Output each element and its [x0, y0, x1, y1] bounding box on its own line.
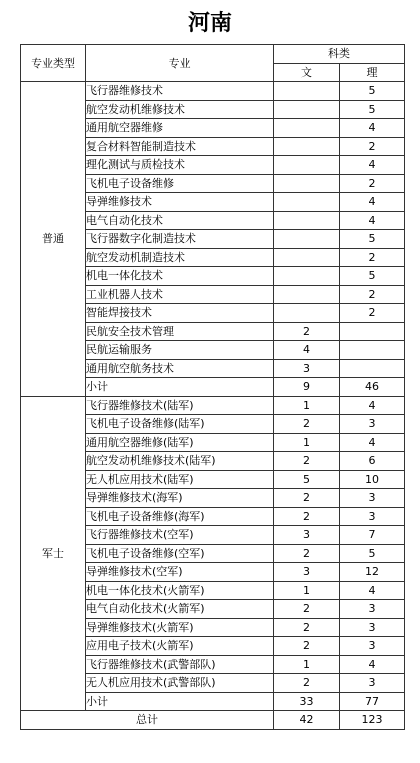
li-count-cell	[340, 359, 405, 378]
major-cell: 飞行器维修技术(空军)	[86, 526, 274, 545]
wen-count-cell	[274, 82, 340, 101]
li-count-cell: 12	[340, 563, 405, 582]
li-count-cell: 3	[340, 415, 405, 434]
total-row	[21, 711, 405, 730]
wen-count-cell	[274, 156, 340, 175]
li-count-cell	[340, 341, 405, 360]
major-cell: 电气自动化技术	[86, 211, 274, 230]
wen-count-cell: 3	[274, 526, 340, 545]
li-count-cell: 2	[340, 137, 405, 156]
li-count-cell: 4	[340, 655, 405, 674]
li-count-cell	[340, 322, 405, 341]
wen-count-cell: 2	[274, 507, 340, 526]
table-row	[21, 82, 405, 101]
wen-count-cell: 2	[274, 322, 340, 341]
wen-count-cell	[274, 285, 340, 304]
li-count-cell: 4	[340, 193, 405, 212]
wen-count-cell	[274, 100, 340, 119]
wen-count-cell	[274, 174, 340, 193]
li-count-cell: 4	[340, 211, 405, 230]
wen-count-cell: 9	[274, 378, 340, 397]
wen-count-cell: 2	[274, 489, 340, 508]
major-cell: 无人机应用技术(武警部队)	[86, 674, 274, 693]
li-count-cell: 3	[340, 600, 405, 619]
total-li: 123	[340, 711, 405, 730]
wen-count-cell	[274, 137, 340, 156]
wen-count-cell: 2	[274, 452, 340, 471]
major-cell: 民航运输服务	[86, 341, 274, 360]
li-count-cell: 5	[340, 230, 405, 249]
wen-count-cell: 2	[274, 544, 340, 563]
major-cell: 通用航空器维修(陆军)	[86, 433, 274, 452]
wen-count-cell: 2	[274, 415, 340, 434]
wen-count-cell: 2	[274, 674, 340, 693]
wen-count-cell: 1	[274, 433, 340, 452]
major-cell: 无人机应用技术(陆军)	[86, 470, 274, 489]
li-count-cell: 3	[340, 637, 405, 656]
li-count-cell: 5	[340, 82, 405, 101]
wen-count-cell: 4	[274, 341, 340, 360]
major-cell: 智能焊接技术	[86, 304, 274, 323]
major-cell: 机电一体化技术	[86, 267, 274, 286]
major-cell: 飞行器数字化制造技术	[86, 230, 274, 249]
wen-count-cell	[274, 193, 340, 212]
li-count-cell: 4	[340, 581, 405, 600]
li-count-cell: 2	[340, 304, 405, 323]
li-count-cell: 4	[340, 396, 405, 415]
li-count-cell: 3	[340, 674, 405, 693]
major-cell: 小计	[86, 378, 274, 397]
wen-count-cell: 2	[274, 637, 340, 656]
header-category: 科类	[274, 45, 405, 64]
major-cell: 导弹维修技术(火箭军)	[86, 618, 274, 637]
page-title: 河南	[187, 10, 232, 36]
major-cell: 机电一体化技术(火箭军)	[86, 581, 274, 600]
li-count-cell: 10	[340, 470, 405, 489]
li-count-cell: 4	[340, 156, 405, 175]
total-label: 总计	[21, 711, 274, 730]
major-cell: 复合材料智能制造技术	[86, 137, 274, 156]
li-count-cell: 77	[340, 692, 405, 711]
wen-count-cell	[274, 248, 340, 267]
total-wen: 42	[274, 711, 340, 730]
wen-count-cell: 3	[274, 359, 340, 378]
li-count-cell: 5	[340, 100, 405, 119]
li-count-cell: 5	[340, 544, 405, 563]
major-cell: 飞行器维修技术(陆军)	[86, 396, 274, 415]
major-cell: 航空发动机维修技术	[86, 100, 274, 119]
major-cell: 导弹维修技术	[86, 193, 274, 212]
major-cell: 电气自动化技术(火箭军)	[86, 600, 274, 619]
wen-count-cell	[274, 304, 340, 323]
header-type: 专业类型	[21, 45, 86, 82]
wen-count-cell	[274, 211, 340, 230]
table-row	[21, 396, 405, 415]
major-cell: 通用航空航务技术	[86, 359, 274, 378]
major-cell: 飞机电子设备维修(空军)	[86, 544, 274, 563]
li-count-cell: 3	[340, 618, 405, 637]
li-count-cell: 2	[340, 174, 405, 193]
major-cell: 小计	[86, 692, 274, 711]
li-count-cell: 3	[340, 507, 405, 526]
major-cell: 理化测试与质检技术	[86, 156, 274, 175]
major-cell: 飞机电子设备维修	[86, 174, 274, 193]
major-cell: 应用电子技术(火箭军)	[86, 637, 274, 656]
major-cell: 民航安全技术管理	[86, 322, 274, 341]
major-cell: 航空发动机制造技术	[86, 248, 274, 267]
major-cell: 导弹维修技术(空军)	[86, 563, 274, 582]
major-cell: 飞机电子设备维修(海军)	[86, 507, 274, 526]
wen-count-cell: 3	[274, 563, 340, 582]
li-count-cell: 6	[340, 452, 405, 471]
li-count-cell: 3	[340, 489, 405, 508]
enrollment-table	[20, 44, 405, 730]
major-cell: 导弹维修技术(海军)	[86, 489, 274, 508]
wen-count-cell: 33	[274, 692, 340, 711]
group-type-cell: 普通	[21, 82, 86, 397]
major-cell: 飞行器维修技术(武警部队)	[86, 655, 274, 674]
li-count-cell: 2	[340, 248, 405, 267]
li-count-cell: 7	[340, 526, 405, 545]
wen-count-cell: 2	[274, 600, 340, 619]
li-count-cell: 5	[340, 267, 405, 286]
header-wen: 文	[274, 63, 340, 82]
wen-count-cell: 2	[274, 618, 340, 637]
major-cell: 通用航空器维修	[86, 119, 274, 138]
major-cell: 飞行器维修技术	[86, 82, 274, 101]
li-count-cell: 4	[340, 433, 405, 452]
header-row	[21, 45, 405, 64]
li-count-cell: 2	[340, 285, 405, 304]
major-cell: 航空发动机维修技术(陆军)	[86, 452, 274, 471]
header-major: 专业	[86, 45, 274, 82]
li-count-cell: 4	[340, 119, 405, 138]
wen-count-cell: 1	[274, 655, 340, 674]
wen-count-cell: 1	[274, 396, 340, 415]
wen-count-cell	[274, 119, 340, 138]
major-cell: 工业机器人技术	[86, 285, 274, 304]
header-li: 理	[340, 63, 405, 82]
major-cell: 飞机电子设备维修(陆军)	[86, 415, 274, 434]
wen-count-cell: 1	[274, 581, 340, 600]
wen-count-cell	[274, 267, 340, 286]
wen-count-cell	[274, 230, 340, 249]
li-count-cell: 46	[340, 378, 405, 397]
wen-count-cell: 5	[274, 470, 340, 489]
group-type-cell: 军士	[21, 396, 86, 711]
